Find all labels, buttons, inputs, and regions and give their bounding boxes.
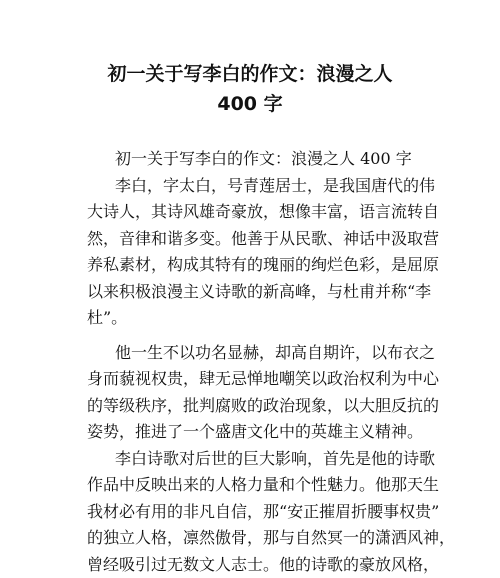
paragraph-2-line-4: 姿势，推进了一个盛唐文化中的英雄主义精神。 (87, 419, 417, 446)
paragraph-3-line-5: 曾经吸引过无数文人志士。他的诗歌的豪放风格， (87, 552, 417, 578)
document-title-line-1: 初一关于写李白的作文：浪漫之人 (70, 60, 430, 88)
paragraph-1-line-5: 以来积极浪漫主义诗歌的新高峰，与杜甫并称“李 (87, 279, 417, 306)
paragraph-2-line-2: 身而藐视权贵，肆无忌惮地嘲笑以政治权利为中心 (87, 366, 417, 393)
paragraph-1-line-1: 李白，字太白，号青莲居士，是我国唐代的伟 (87, 173, 417, 200)
paragraph-2-line-3: 的等级秩序，批判腐败的政治现象，以大胆反抗的 (87, 393, 417, 420)
subtitle-line: 初一关于写李白的作文：浪漫之人 400 字 (87, 146, 417, 173)
paragraph-gap (87, 332, 417, 340)
paragraph-1-line-3: 然，音律和谐多变。他善于从民歌、神话中汲取营 (87, 226, 417, 253)
paragraph-1-line-6: 杜”。 (87, 305, 417, 332)
paragraph-3-line-1: 李白诗歌对后世的巨大影响，首先是他的诗歌 (87, 446, 417, 473)
paragraph-1-line-2: 大诗人，其诗风雄奇豪放，想像丰富，语言流转自 (87, 199, 417, 226)
paragraph-1-line-4: 养私素材，构成其特有的瑰丽的绚烂色彩，是屈原 (87, 252, 417, 279)
paragraph-3-line-4: 的独立人格，凛然傲骨，那与自然冥一的潇洒风神， (87, 525, 417, 552)
document-body (87, 146, 417, 578)
paragraph-3-line-2: 作品中反映出来的人格力量和个性魅力。他那天生 (87, 472, 417, 499)
paragraph-3-line-3: 我材必有用的非凡自信，那“安正摧眉折腰事权贵” (87, 499, 417, 526)
paragraph-2-line-1: 他一生不以功名显赫，却高自期许，以布衣之 (87, 340, 417, 367)
document-title-line-2: 400 字 (70, 90, 430, 118)
